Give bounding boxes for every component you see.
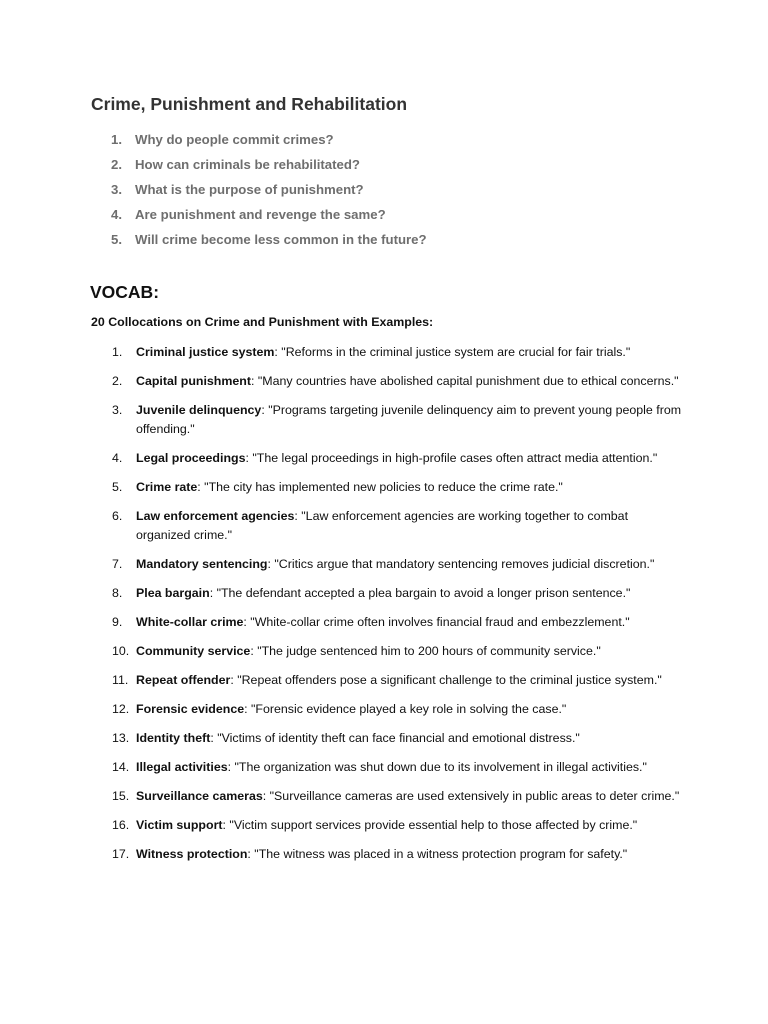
- vocab-intro: 20 Collocations on Crime and Punishment with Examples:: [91, 315, 434, 329]
- collocation-body: [136, 613, 682, 632]
- collocation-body: [136, 449, 682, 468]
- collocation-number: 6.: [112, 509, 123, 523]
- collocation-example: : "Programs targeting juvenile delinquency aim to prevent young people from offending.": [136, 403, 682, 436]
- collocation-number: 7.: [112, 557, 123, 571]
- collocation-term: Repeat offender: [136, 673, 231, 687]
- collocation-item: [112, 449, 682, 468]
- collocation-item: [112, 787, 682, 806]
- collocation-example: : "Victim support services provide essential help to those affected by crime.": [222, 818, 638, 832]
- collocation-item: [112, 758, 682, 777]
- collocation-term: Juvenile delinquency: [136, 403, 262, 417]
- question-item: [111, 155, 427, 180]
- collocation-example: : "The legal proceedings in high-profile cases often attract media attention.": [245, 451, 658, 465]
- collocation-body: [136, 372, 682, 391]
- question-text: Are punishment and revenge the same?: [135, 207, 386, 222]
- collocation-body: [136, 555, 682, 574]
- collocation-number: 5.: [112, 480, 123, 494]
- collocation-example: : "Law enforcement agencies are working together to combat organized crime.": [136, 509, 629, 542]
- collocation-number: 3.: [112, 403, 123, 417]
- collocation-body: [136, 816, 682, 835]
- collocation-number: 13.: [112, 731, 130, 745]
- collocation-example: : "Forensic evidence played a key role in solving the case.": [244, 702, 567, 716]
- collocation-example: : "The witness was placed in a witness protection program for safety.": [247, 847, 628, 861]
- question-item: [111, 230, 427, 255]
- question-number: 2.: [111, 157, 122, 172]
- question-number: 4.: [111, 207, 122, 222]
- collocation-term: Forensic evidence: [136, 702, 245, 716]
- question-item: [111, 130, 427, 155]
- collocation-item: [112, 555, 682, 574]
- collocation-example: : "Surveillance cameras are used extensively in public areas to deter crime.": [262, 789, 680, 803]
- collocation-body: [136, 343, 682, 362]
- collocation-example: : "Many countries have abolished capital punishment due to ethical concerns.": [250, 374, 679, 388]
- collocation-number: 11.: [112, 673, 129, 687]
- collocations-list: [112, 343, 682, 874]
- collocation-item: [112, 671, 682, 690]
- collocation-item: [112, 343, 682, 362]
- collocation-item: [112, 507, 682, 545]
- collocation-item: [112, 401, 682, 439]
- collocation-term: Law enforcement agencies: [136, 509, 295, 523]
- collocation-term: Plea bargain: [136, 586, 210, 600]
- vocab-heading: VOCAB:: [90, 282, 160, 302]
- collocation-body: [136, 758, 682, 777]
- collocation-number: 8.: [112, 586, 123, 600]
- collocation-example: : "The judge sentenced him to 200 hours of community service.": [250, 644, 601, 658]
- collocation-item: [112, 478, 682, 497]
- collocation-term: Mandatory sentencing: [136, 557, 268, 571]
- collocation-number: 16.: [112, 818, 130, 832]
- collocation-term: Illegal activities: [136, 760, 228, 774]
- collocation-example: : "Repeat offenders pose a significant challenge to the criminal justice system.": [230, 673, 662, 687]
- collocation-term: Victim support: [136, 818, 223, 832]
- collocation-term: Witness protection: [136, 847, 248, 861]
- collocation-body: [136, 700, 682, 719]
- collocation-number: 9.: [112, 615, 123, 629]
- question-item: [111, 180, 427, 205]
- collocation-body: [136, 584, 682, 603]
- collocation-example: : "The organization was shut down due to its involvement in illegal activities.": [227, 760, 647, 774]
- collocation-body: [136, 729, 682, 748]
- question-item: [111, 205, 427, 230]
- collocation-term: Capital punishment: [136, 374, 251, 388]
- collocation-number: 17.: [112, 847, 130, 861]
- collocation-item: [112, 642, 682, 661]
- collocation-number: 15.: [112, 789, 130, 803]
- collocation-example: : "Critics argue that mandatory sentencing removes judicial discretion.": [267, 557, 655, 571]
- question-text: What is the purpose of punishment?: [135, 182, 364, 197]
- collocation-body: [136, 845, 682, 864]
- collocation-example: : "Victims of identity theft can face financial and emotional distress.": [210, 731, 580, 745]
- collocation-example: : "The defendant accepted a plea bargain to avoid a longer prison sentence.": [209, 586, 631, 600]
- collocation-body: [136, 478, 682, 497]
- collocation-example: : "White-collar crime often involves financial fraud and embezzlement.": [243, 615, 630, 629]
- collocation-item: [112, 845, 682, 864]
- collocation-number: 2.: [112, 374, 123, 388]
- collocation-example: : "Reforms in the criminal justice system are crucial for fair trials.": [274, 345, 631, 359]
- collocation-term: White-collar crime: [136, 615, 244, 629]
- collocation-term: Criminal justice system: [136, 345, 275, 359]
- page-title: Crime, Punishment and Rehabilitation: [91, 94, 408, 114]
- collocation-term: Identity theft: [136, 731, 211, 745]
- collocation-body: [136, 507, 682, 545]
- collocation-item: [112, 584, 682, 603]
- question-text: Why do people commit crimes?: [135, 132, 334, 147]
- collocation-body: [136, 671, 682, 690]
- collocation-item: [112, 372, 682, 391]
- collocation-number: 14.: [112, 760, 130, 774]
- collocation-item: [112, 816, 682, 835]
- collocation-example: : "The city has implemented new policies to reduce the crime rate.": [197, 480, 563, 494]
- collocation-number: 4.: [112, 451, 123, 465]
- collocation-term: Legal proceedings: [136, 451, 246, 465]
- collocation-term: Surveillance cameras: [136, 789, 263, 803]
- question-number: 1.: [111, 132, 122, 147]
- collocation-body: [136, 401, 682, 439]
- collocation-term: Community service: [136, 644, 251, 658]
- collocation-body: [136, 642, 682, 661]
- question-text: How can criminals be rehabilitated?: [135, 157, 360, 172]
- collocation-body: [136, 787, 682, 806]
- discussion-questions-list: [111, 130, 427, 255]
- question-number: 5.: [111, 232, 122, 247]
- collocation-item: [112, 700, 682, 719]
- collocation-item: [112, 729, 682, 748]
- question-number: 3.: [111, 182, 122, 197]
- collocation-term: Crime rate: [136, 480, 198, 494]
- question-text: Will crime become less common in the future?: [135, 232, 427, 247]
- collocation-item: [112, 613, 682, 632]
- collocation-number: 12.: [112, 702, 130, 716]
- collocation-number: 1.: [112, 345, 123, 359]
- collocation-number: 10.: [112, 644, 130, 658]
